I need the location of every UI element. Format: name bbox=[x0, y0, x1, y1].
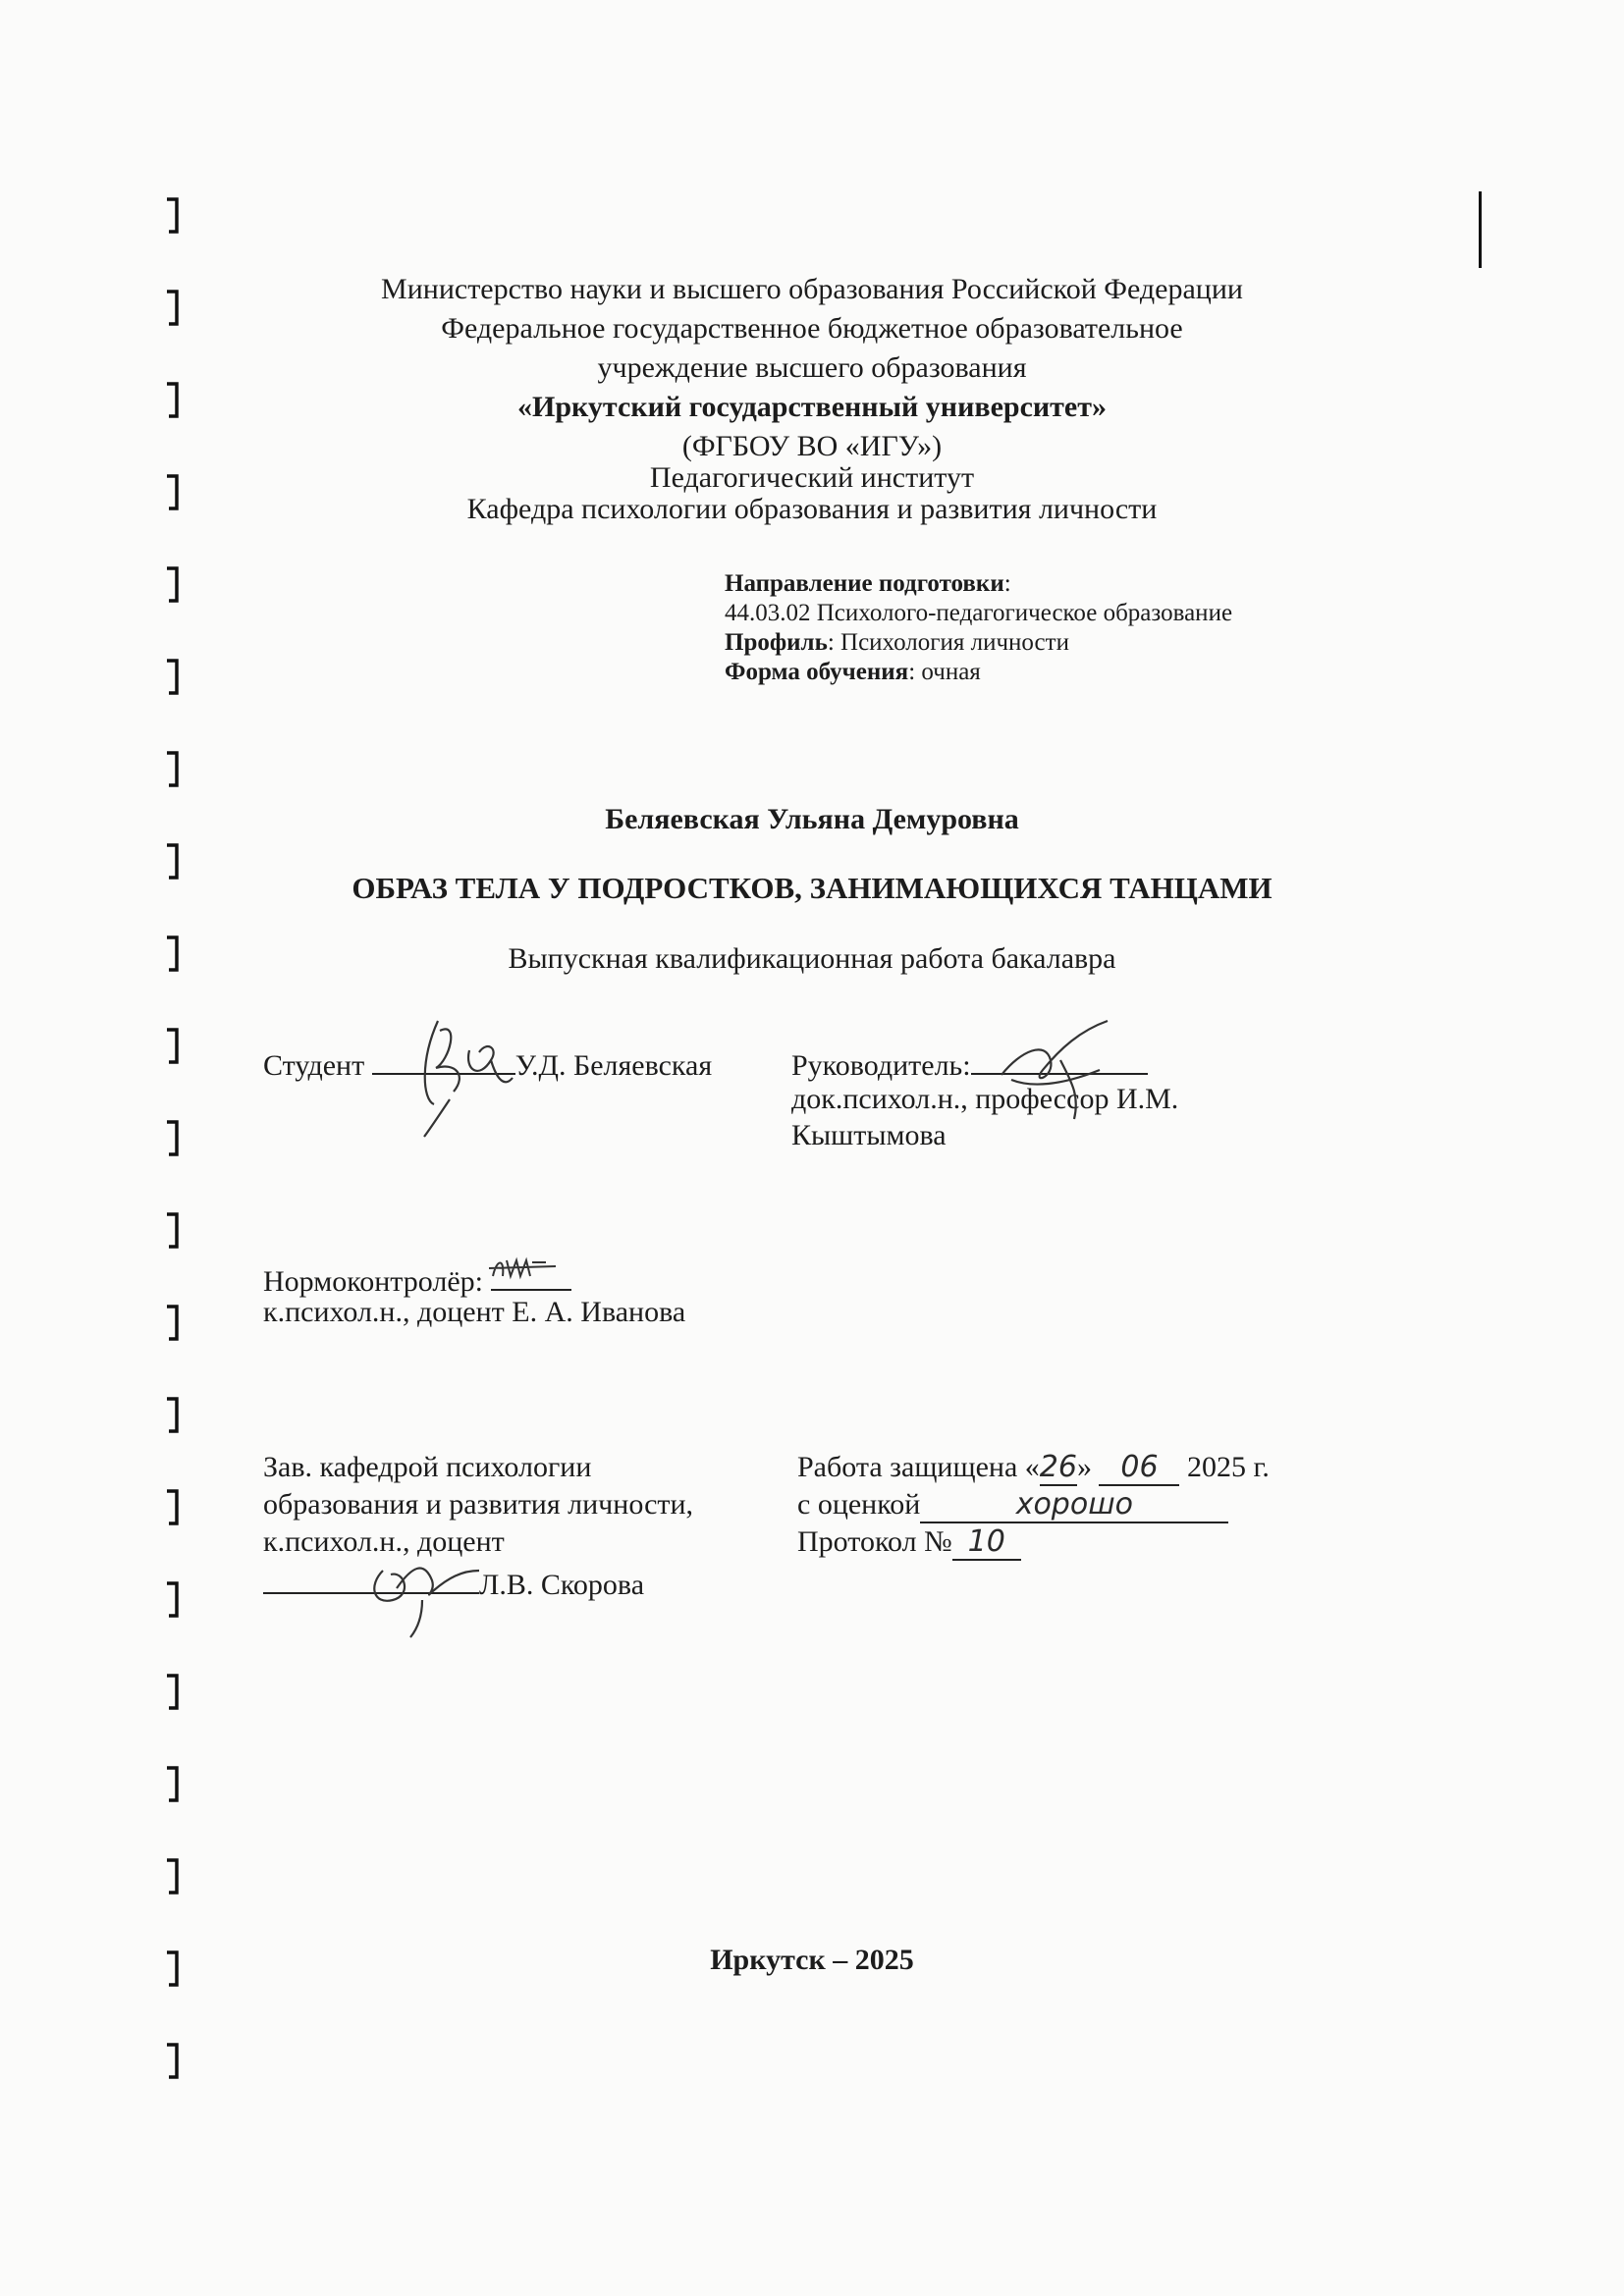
binding-ring bbox=[165, 565, 183, 605]
defense-row: Работа защищена «26» 06 2025 г. bbox=[797, 1450, 1270, 1484]
scan-margin-mark bbox=[1479, 191, 1482, 268]
direction-label: Направление подготовки bbox=[725, 570, 1004, 597]
author-name: Беляевская Ульяна Демуровна bbox=[605, 803, 1019, 835]
binding-ring bbox=[165, 1304, 183, 1343]
defense-day: 26 bbox=[1039, 1450, 1077, 1484]
student-signature bbox=[410, 991, 518, 1139]
city-year: Иркутск – 2025 bbox=[710, 1944, 914, 1976]
head-line-1: Зав. кафедрой психологии bbox=[263, 1451, 592, 1483]
form-label: Форма обучения bbox=[725, 659, 909, 685]
binding-ring bbox=[165, 1857, 183, 1896]
binding-ring bbox=[165, 1027, 183, 1066]
protocol-label: Протокол № bbox=[797, 1525, 952, 1558]
institution-line-2: учреждение высшего образования bbox=[597, 351, 1027, 384]
direction-row: Направление подготовки: bbox=[725, 570, 1011, 597]
normcontrol-label: Нормоконтролёр: bbox=[263, 1265, 484, 1298]
head-line-3: к.психол.н., доцент bbox=[263, 1525, 505, 1558]
binding-ring bbox=[165, 1119, 183, 1158]
institute-name: Педагогический институт bbox=[649, 461, 975, 494]
defended-label: Работа защищена « bbox=[797, 1451, 1040, 1483]
supervisor-title: док.психол.н., профессор И.М. bbox=[791, 1083, 1179, 1115]
thesis-title: ОБРАЗ ТЕЛА У ПОДРОСТКОВ, ЗАНИМАЮЩИХСЯ ТАНЦАМИ bbox=[352, 871, 1272, 905]
defense-year: 2025 г. bbox=[1186, 1451, 1270, 1483]
institution-line-1: Федеральное государственное бюджетное образовательное bbox=[441, 312, 1183, 345]
supervisor-signature bbox=[992, 1001, 1139, 1129]
binding-ring bbox=[165, 750, 183, 789]
protocol-number: 10 bbox=[952, 1525, 1021, 1561]
binding-ring bbox=[165, 196, 183, 236]
ministry-line: Министерство науки и высшего образования Российской Федерации bbox=[381, 273, 1243, 305]
form-value: очная bbox=[921, 659, 981, 685]
binding-ring bbox=[165, 1673, 183, 1712]
binding-ring bbox=[165, 1211, 183, 1251]
binding-ring bbox=[165, 2042, 183, 2081]
work-type: Выпускная квалификационная работа бакалавра bbox=[508, 942, 1116, 975]
head-name: Л.В. Скорова bbox=[479, 1569, 645, 1601]
binding-ring bbox=[165, 1765, 183, 1804]
protocol-row bbox=[797, 1525, 1021, 1561]
head-line-2: образования и развития личности, bbox=[263, 1488, 694, 1521]
university-name: «Иркутский государственный университет» bbox=[517, 391, 1107, 423]
defense-month: 06 bbox=[1099, 1451, 1179, 1486]
binding-ring bbox=[165, 1488, 183, 1527]
profile-row: Профиль: Психология личности bbox=[725, 629, 1069, 656]
form-row: Форма обучения: очная bbox=[725, 659, 981, 685]
department-name: Кафедра психологии образования и развития личности bbox=[466, 493, 1158, 525]
student-name: У.Д. Беляевская bbox=[514, 1049, 713, 1082]
student-label: Студент bbox=[263, 1049, 365, 1082]
university-abbreviation: (ФГБОУ ВО «ИГУ») bbox=[681, 430, 943, 462]
supervisor-surname: Кыштымова bbox=[791, 1119, 947, 1151]
grade-label: с оценкой bbox=[797, 1488, 921, 1521]
normcontrol-signature bbox=[487, 1249, 566, 1288]
direction-value: 44.03.02 Психолого-педагогическое образование bbox=[725, 600, 1233, 626]
grade-value: хорошо bbox=[920, 1488, 1228, 1523]
grade-row bbox=[797, 1488, 1228, 1523]
normcontrol-person: к.психол.н., доцент Е. А. Иванова bbox=[263, 1296, 686, 1328]
profile-value: Психология личности bbox=[840, 629, 1069, 656]
profile-label: Профиль bbox=[725, 629, 828, 656]
binding-ring bbox=[165, 1396, 183, 1435]
supervisor-label: Руководитель: bbox=[791, 1049, 971, 1082]
head-signature bbox=[363, 1531, 501, 1639]
binding-ring bbox=[165, 658, 183, 697]
binding-ring bbox=[165, 1580, 183, 1620]
